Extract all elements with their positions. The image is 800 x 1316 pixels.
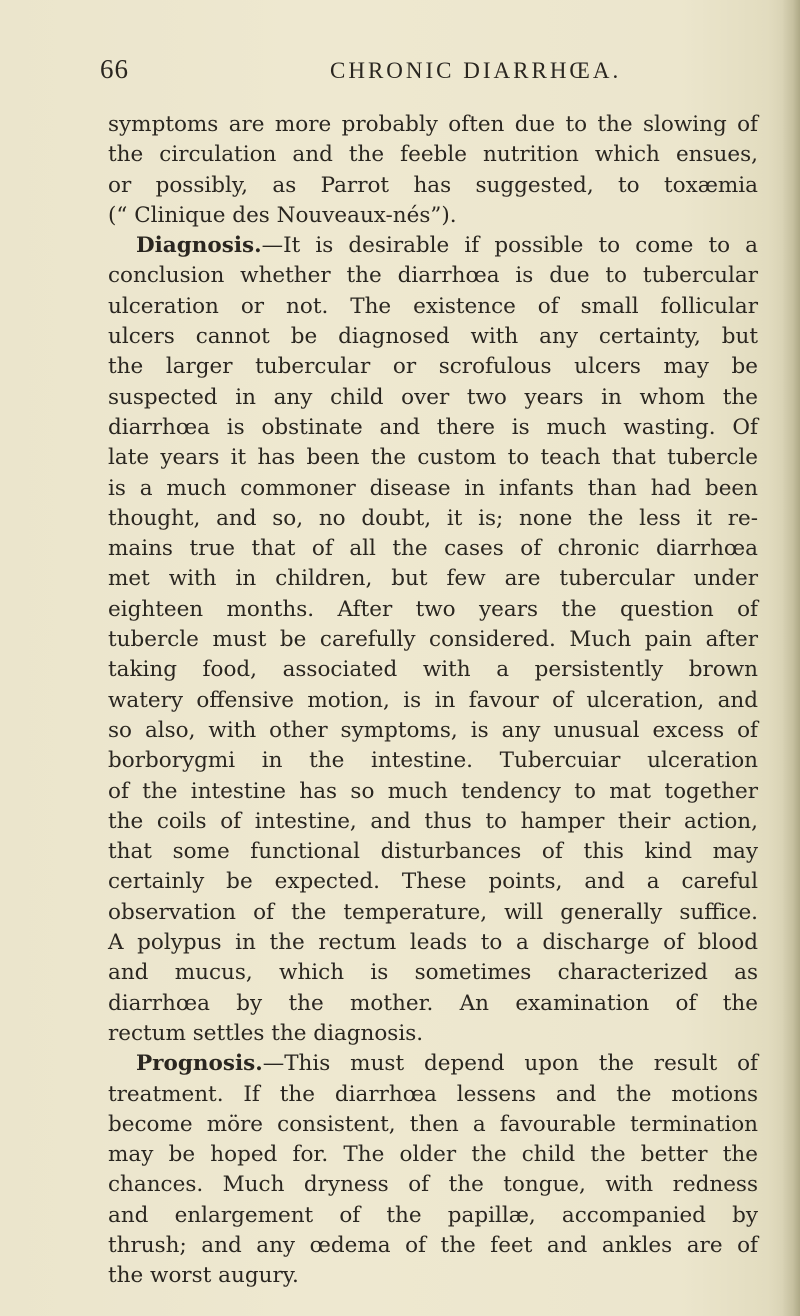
- section-heading-diagnosis: Diagnosis.: [136, 233, 262, 259]
- body-text: [108, 110, 758, 1292]
- text-line: watery offensive motion, is in favour of ulceration, and: [108, 687, 758, 713]
- text-line: or possibly, as Parrot has suggested, to toxæmia: [108, 172, 758, 198]
- text-line: observation of the temperature, will generally suffice.: [108, 899, 758, 925]
- text-line: chances. Much dryness of the tongue, with redness: [108, 1172, 758, 1198]
- section-heading-prognosis: Prognosis.: [136, 1051, 263, 1077]
- text-line: ulcers cannot be diagnosed with any certainty, but: [108, 324, 758, 350]
- text-line: borborygmi in the intestine. Tubercuiar ulceration: [108, 748, 758, 774]
- text-line: eighteen months. After two years the question of: [108, 596, 758, 622]
- text-line: so also, with other symptoms, is any unusual excess of: [108, 717, 758, 743]
- running-head: CHRONIC DIARRHŒA.: [330, 58, 622, 83]
- page-edge-shadow: [782, 0, 800, 1316]
- text-line: met with in children, but few are tubercular under: [108, 566, 758, 592]
- text-line: certainly be expected. These points, and a careful: [108, 869, 758, 895]
- text-line: diarrhœa by the mother. An examination of the: [108, 990, 758, 1016]
- text-line: thought, and so, no doubt, it is; none the less it re-: [108, 505, 758, 531]
- text-line: suspected in any child over two years in whom the: [108, 384, 758, 410]
- text-line: taking food, associated with a persistently brown: [108, 657, 758, 683]
- text-line: the larger tubercular or scrofulous ulcers may be: [108, 354, 758, 380]
- text-line: conclusion whether the diarrhœa is due to tubercular: [108, 263, 758, 289]
- page-header: [100, 48, 755, 88]
- text-line: the worst augury.: [108, 1263, 299, 1289]
- text-line: and mucus, which is sometimes characterized as: [108, 960, 758, 986]
- text-line: Diagnosis.—It is desirable if possible to come to a: [136, 233, 758, 259]
- text-line: late years it has been the custom to teach that tubercle: [108, 445, 758, 471]
- text-line: is a much commoner disease in infants than had been: [108, 475, 758, 501]
- text-line: tubercle must be carefully considered. Much pain after: [108, 627, 758, 653]
- text-line: of the intestine has so much tendency to mat together: [108, 778, 758, 804]
- text-line: may be hoped for. The older the child the better the: [108, 1142, 758, 1168]
- text-line: ulceration or not. The existence of small follicular: [108, 293, 758, 319]
- text-line: that some functional disturbances of this kind may: [108, 839, 758, 865]
- text-line: thrush; and any œdema of the feet and ankles are of: [108, 1232, 758, 1258]
- page-number: 66: [100, 54, 129, 84]
- text-line: Prognosis.—This must depend upon the result of: [136, 1051, 758, 1077]
- text-line: the circulation and the feeble nutrition which ensues,: [108, 142, 758, 168]
- text-line: diarrhœa is obstinate and there is much wasting. Of: [108, 414, 758, 440]
- text-line: and enlargement of the papillæ, accompanied by: [108, 1202, 758, 1228]
- text-line: rectum settles the diagnosis.: [108, 1020, 424, 1046]
- text-line: treatment. If the diarrhœa lessens and the motions: [108, 1081, 758, 1107]
- text-line: symptoms are more probably often due to the slowing of: [108, 112, 758, 137]
- text-line: (“ Clinique des Nouveaux-nés”).: [108, 202, 457, 228]
- text-line: the coils of intestine, and thus to hamper their action,: [108, 808, 758, 834]
- text-line: A polypus in the rectum leads to a discharge of blood: [108, 930, 758, 956]
- text-line: become möre consistent, then a favourable termination: [108, 1111, 758, 1137]
- text-line: mains true that of all the cases of chronic diarrhœa: [108, 536, 758, 562]
